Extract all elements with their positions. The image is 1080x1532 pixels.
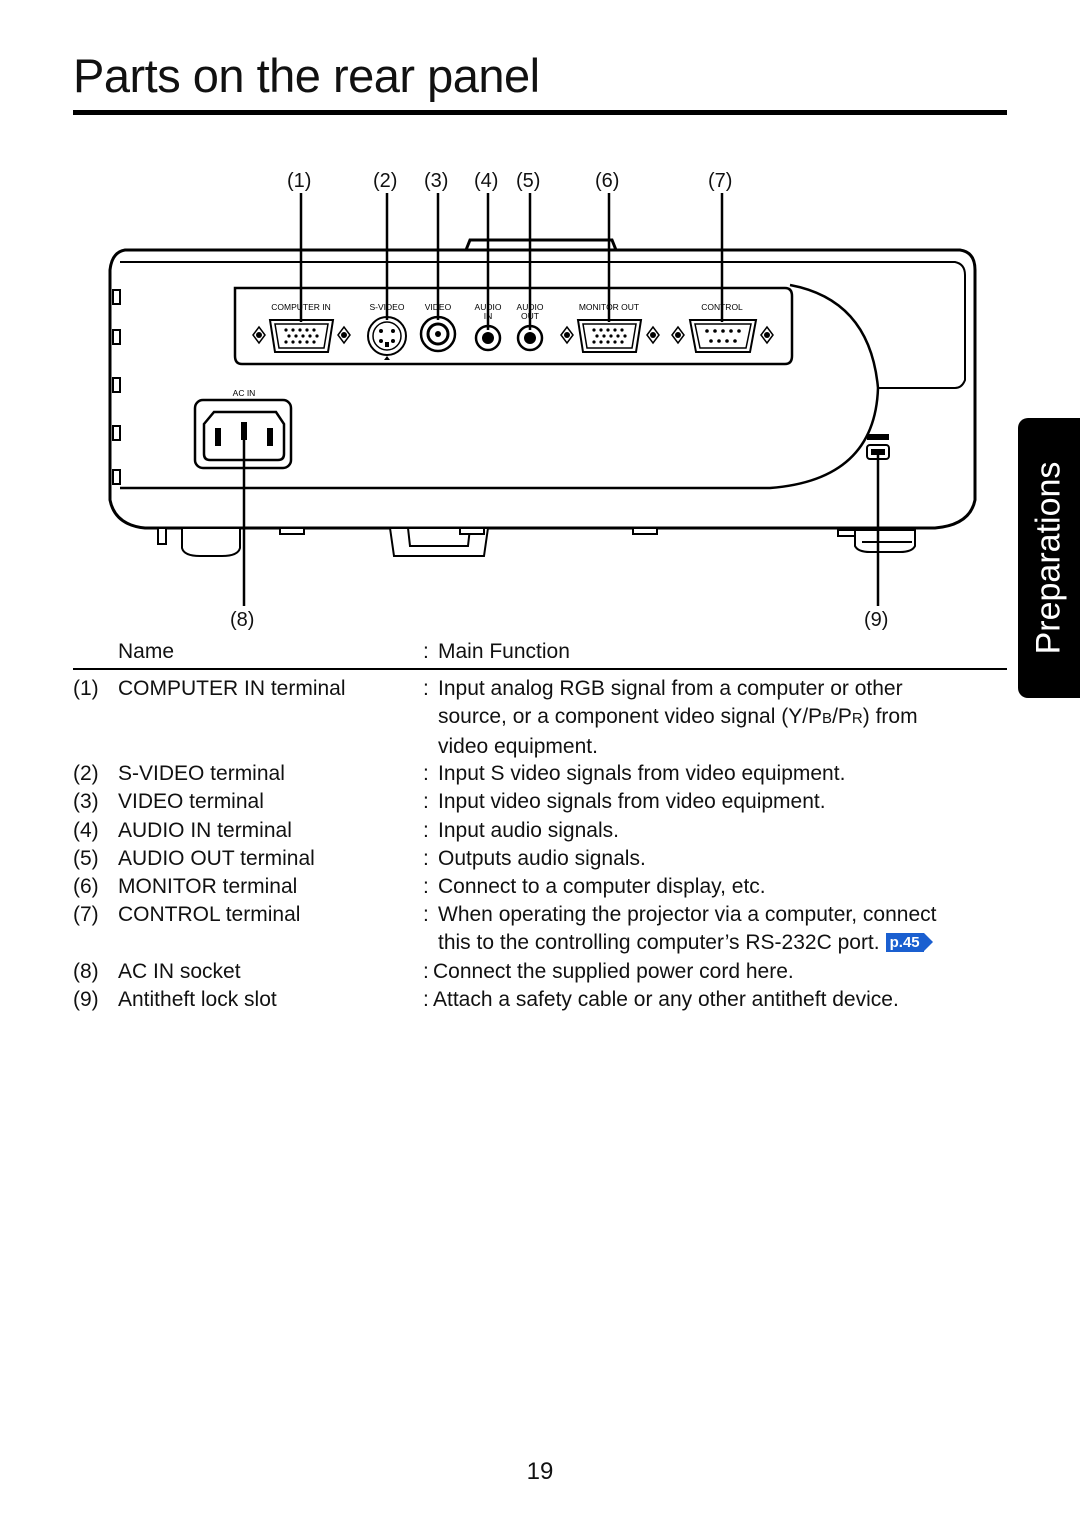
label-video: VIDEO xyxy=(424,302,452,312)
label-control: CONTROL xyxy=(701,302,743,312)
label-monitor-out: MONITOR OUT xyxy=(578,302,640,312)
row-name: COMPUTER IN terminal xyxy=(118,677,346,700)
row-function xyxy=(438,901,1008,957)
row-colon: : xyxy=(423,903,429,926)
table-header-name: Name xyxy=(118,640,175,663)
row-function: Attach a safety cable or any other antitheft device. xyxy=(433,988,899,1011)
row-number: (7) xyxy=(73,903,99,926)
label-audio-out-2: OUT xyxy=(521,311,539,321)
row-number: (2) xyxy=(73,762,99,785)
page-title: Parts on the rear panel xyxy=(73,49,540,102)
callout-4: (4) xyxy=(474,170,499,192)
page-reference-link[interactable]: p.45 xyxy=(886,933,924,952)
row-colon: : xyxy=(423,847,429,870)
page-number: 19 xyxy=(526,1458,554,1485)
callout-3: (3) xyxy=(424,170,449,192)
row-function-line: source, or a component video signal (Y/PB/PR) from xyxy=(438,705,918,728)
row-name: MONITOR terminal xyxy=(118,875,298,898)
row-function: Outputs audio signals. xyxy=(438,847,646,870)
row-function-line: Input analog RGB signal from a computer or other xyxy=(438,677,903,700)
row-colon: : xyxy=(423,790,429,813)
row-name: CONTROL terminal xyxy=(118,903,301,926)
row-colon: : xyxy=(423,960,429,983)
label-computer-in: COMPUTER IN xyxy=(271,302,331,312)
row-number: (6) xyxy=(73,875,99,898)
video-port xyxy=(421,317,455,351)
row-function-line: video equipment. xyxy=(438,735,598,758)
row-number: (1) xyxy=(73,677,99,700)
row-number: (4) xyxy=(73,819,99,842)
callout-1: (1) xyxy=(287,170,312,192)
table-header-colon: : xyxy=(423,640,429,663)
row-number: (3) xyxy=(73,790,99,813)
label-audio-in-2: IN xyxy=(483,311,493,321)
callout-7: (7) xyxy=(708,170,733,192)
callout-8: (8) xyxy=(230,609,255,631)
label-audio-in-1: AUDIO xyxy=(474,302,502,312)
row-function: Input S video signals from video equipment. xyxy=(438,762,846,785)
table-header-function: Main Function xyxy=(438,640,570,663)
row-function: Input audio signals. xyxy=(438,819,619,842)
row-number: (9) xyxy=(73,988,99,1011)
label-s-video: S-VIDEO xyxy=(369,302,405,312)
row-name: S-VIDEO terminal xyxy=(118,762,285,785)
row-name: AUDIO IN terminal xyxy=(118,819,292,842)
callout-6: (6) xyxy=(595,170,620,192)
label-ac-in: AC IN xyxy=(232,388,256,398)
table-header-rule xyxy=(73,668,1007,670)
row-function: Connect to a computer display, etc. xyxy=(438,875,766,898)
row-function-line: this to the controlling computer’s RS-232C port. p.45 xyxy=(438,929,1008,957)
row-name: VIDEO terminal xyxy=(118,790,264,813)
row-name: Antitheft lock slot xyxy=(118,988,277,1011)
row-number: (5) xyxy=(73,847,99,870)
row-function xyxy=(438,675,1008,761)
row-name: AUDIO OUT terminal xyxy=(118,847,315,870)
callout-5: (5) xyxy=(516,170,541,192)
section-tab-label: Preparations xyxy=(1029,461,1068,655)
row-colon: : xyxy=(423,988,429,1011)
row-number: (8) xyxy=(73,960,99,983)
row-name: AC IN socket xyxy=(118,960,241,983)
callout-2: (2) xyxy=(373,170,398,192)
row-function-line: When operating the projector via a computer, connect xyxy=(438,903,937,926)
rear-panel-diagram xyxy=(0,0,1080,640)
row-colon: : xyxy=(423,762,429,785)
row-function: Connect the supplied power cord here. xyxy=(433,960,794,983)
row-function: Input video signals from video equipment. xyxy=(438,790,826,813)
row-colon: : xyxy=(423,819,429,842)
row-colon: : xyxy=(423,677,429,700)
callout-9: (9) xyxy=(864,609,889,631)
bottom-details xyxy=(158,528,915,556)
row-colon: : xyxy=(423,875,429,898)
label-audio-out-1: AUDIO xyxy=(516,302,544,312)
